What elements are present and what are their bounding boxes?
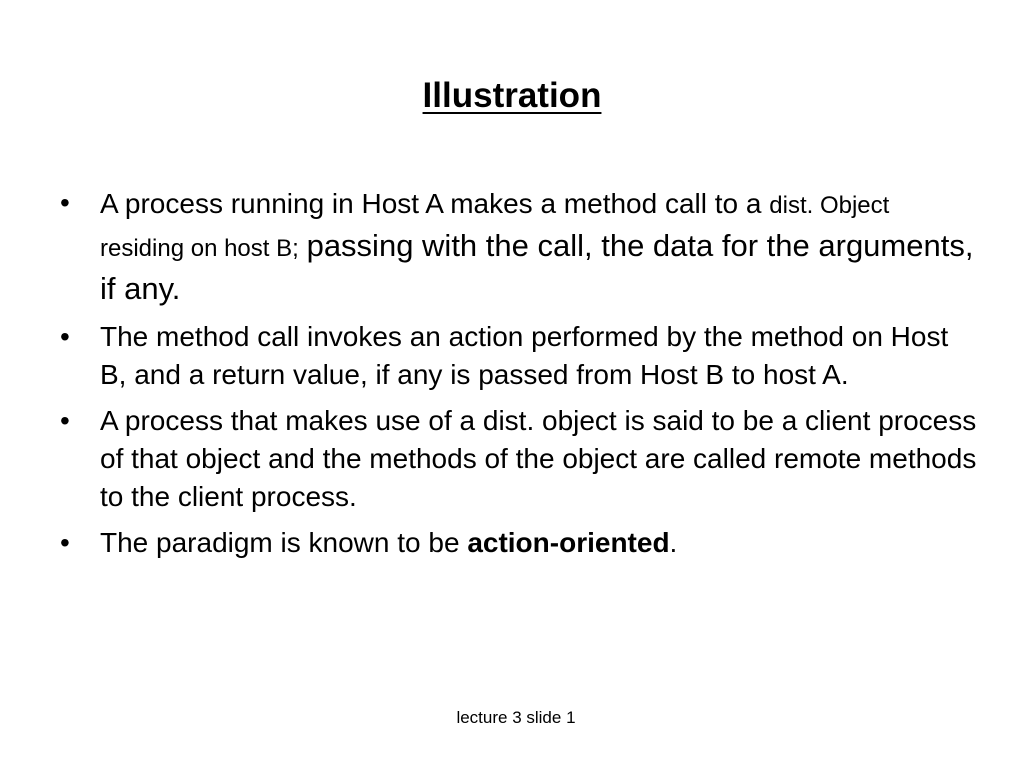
bullet-text: The method call invokes an action performed by the method on Host B, and a return value, if any is passed from Host B to host A.	[100, 321, 949, 390]
bullet-item-4	[58, 524, 978, 562]
bullet-text-part: .	[669, 527, 678, 558]
bullet-text	[100, 527, 677, 558]
bullet-text-part-large: passing with the call, the data for the arguments, if any.	[100, 228, 974, 306]
bullet-marker: •	[60, 187, 70, 218]
bullet-marker: •	[60, 321, 70, 352]
bullet-item-2	[58, 318, 978, 394]
bullet-list	[58, 184, 978, 570]
bullet-text: A process that makes use of a dist. object is said to be a client process of that object and the methods of the object are called remote methods to the client process.	[100, 405, 977, 512]
emphasis-text: action-oriented	[467, 527, 670, 558]
bullet-marker: •	[60, 527, 70, 558]
bullet-text-part-small: dist. Object residing on host B;	[100, 192, 890, 262]
bullet-item-1	[58, 184, 978, 310]
bullet-item-3	[58, 402, 978, 516]
bullet-text-part: The paradigm is known to be	[100, 527, 460, 558]
slide-title: Illustration	[422, 76, 602, 115]
bullet-text-part: A process running in Host A makes a method call to a	[100, 188, 762, 219]
bullet-marker: •	[60, 405, 70, 436]
bullet-text	[100, 188, 973, 305]
slide-footer: lecture 3 slide 1	[456, 708, 576, 727]
